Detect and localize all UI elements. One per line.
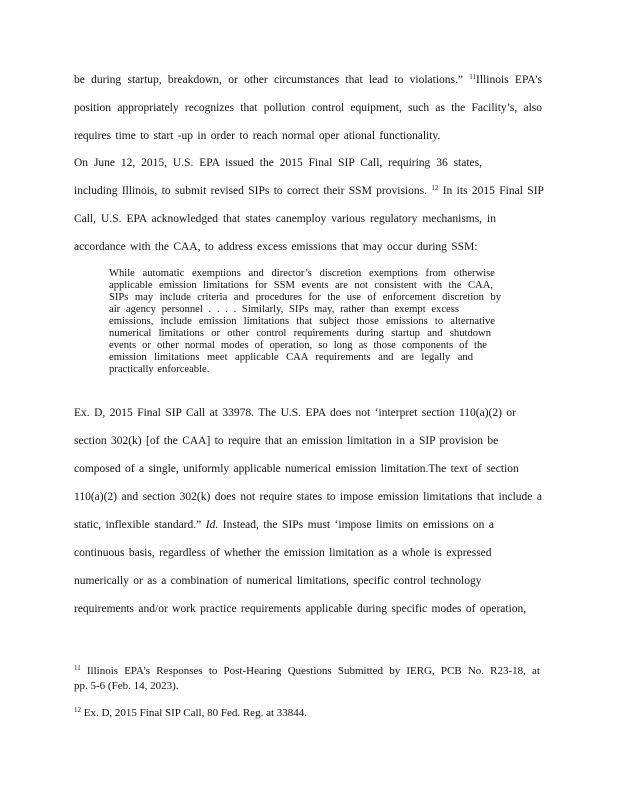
body-line-text: requires time to start -up in order to reach normal oper ational functionality. bbox=[74, 130, 441, 142]
body-line bbox=[74, 406, 516, 420]
footnote-11-cont bbox=[74, 680, 540, 693]
citation-id: Id. bbox=[205, 519, 219, 531]
block-quote-line: events or other normal modes of operation, so long as those components of the bbox=[109, 340, 487, 351]
block-quote-line: applicable emission limitations for SSM events are not consistent with the CAA, bbox=[109, 280, 493, 291]
footnote-ref-12[interactable]: 12 bbox=[431, 184, 439, 192]
footnote-text: Illinois EPA’s Responses to Post-Hearing Questions Submitted by IERG, PCB No. R23-18, at bbox=[86, 665, 540, 677]
body-line bbox=[74, 212, 496, 226]
body-line bbox=[74, 156, 482, 170]
footnote-text: pp. 5-6 (Feb. 14, 2023). bbox=[74, 680, 179, 692]
body-line bbox=[74, 518, 494, 532]
body-line-text: Call, U.S. EPA acknowledged that states canemploy various regulatory mechanisms, in bbox=[74, 213, 496, 225]
body-line bbox=[74, 462, 519, 476]
body-line-text: In its 2015 Final SIP bbox=[442, 185, 544, 197]
footnote-text: Ex. D, 2015 Final SIP Call, 80 Fed. Reg. at 33844. bbox=[83, 707, 308, 719]
body-line bbox=[74, 73, 542, 87]
footnote-number: 12 bbox=[74, 706, 81, 714]
body-line-text: position appropriately recognizes that pollution control equipment, such as the Facility’s, also bbox=[74, 102, 542, 114]
footnote-11 bbox=[74, 665, 540, 678]
body-line-text: Illinois EPA’s bbox=[476, 74, 542, 86]
body-line-text: Ex. D, 2015 Final SIP Call at 33978. The U.S. EPA does not ‘interpret section 110(a)(2) or bbox=[74, 407, 516, 419]
body-line bbox=[74, 602, 527, 616]
block-quote-line: emissions, include emission limitations that subject those emissions to alternative bbox=[109, 316, 495, 327]
body-line-text: On June 12, 2015, U.S. EPA issued the 2015 Final SIP Call, requiring 36 states, bbox=[74, 157, 482, 169]
body-line-text: Instead, the SIPs must ‘impose limits on emissions on a bbox=[222, 519, 494, 531]
body-line-text: 110(a)(2) and section 302(k) does not require states to impose emission limitations that include a bbox=[74, 491, 542, 503]
body-line-text: numerically or as a combination of numerical limitations, specific control technology bbox=[74, 575, 482, 587]
footnote-ref-11[interactable]: 11 bbox=[469, 73, 477, 81]
body-line-text: be during startup, breakdown, or other circumstances that lead to violations.” bbox=[74, 74, 463, 86]
block-quote-line: practically enforceable. bbox=[109, 364, 210, 375]
block-quote-line: While automatic exemptions and director’s discretion exemptions from otherwise bbox=[109, 268, 495, 279]
body-line bbox=[74, 240, 542, 254]
block-quote-line: air agency personnel . . . . Similarly, SIPs may, rather than exempt excess bbox=[109, 304, 459, 315]
body-line-text: composed of a single, uniformly applicable numerical emission limitation.The text of section bbox=[74, 463, 519, 475]
body-line-text: section 302(k) [of the CAA] to require that an emission limitation in a SIP provision be bbox=[74, 435, 499, 447]
body-line bbox=[74, 129, 542, 143]
footnote-12 bbox=[74, 707, 540, 720]
footnote-number: 11 bbox=[74, 664, 81, 672]
block-quote-line: emission limitations meet applicable CAA requirements and are legally and bbox=[109, 352, 473, 363]
body-line-text: static, inflexible standard.” bbox=[74, 519, 202, 531]
body-line bbox=[74, 490, 542, 504]
body-line-text: requirements and/or work practice requirements applicable during specific modes of operation, bbox=[74, 603, 527, 615]
body-line-text: continuous basis, regardless of whether the emission limitation as a whole is expressed bbox=[74, 547, 492, 559]
body-line bbox=[74, 434, 499, 448]
body-line-text: accordance with the CAA, to address excess emissions that may occur during SSM: bbox=[74, 241, 478, 253]
block-quote-line: numerical limitations or other control requirements during startup and shutdown bbox=[109, 328, 491, 339]
block-quote-line: SIPs may include criteria and procedures for the use of enforcement discretion by bbox=[109, 292, 501, 303]
body-line bbox=[74, 101, 542, 115]
body-line-text: including Illinois, to submit revised SIPs to correct their SSM provisions. bbox=[74, 185, 427, 197]
body-line bbox=[74, 574, 482, 588]
body-line bbox=[74, 184, 542, 198]
body-line bbox=[74, 546, 492, 560]
